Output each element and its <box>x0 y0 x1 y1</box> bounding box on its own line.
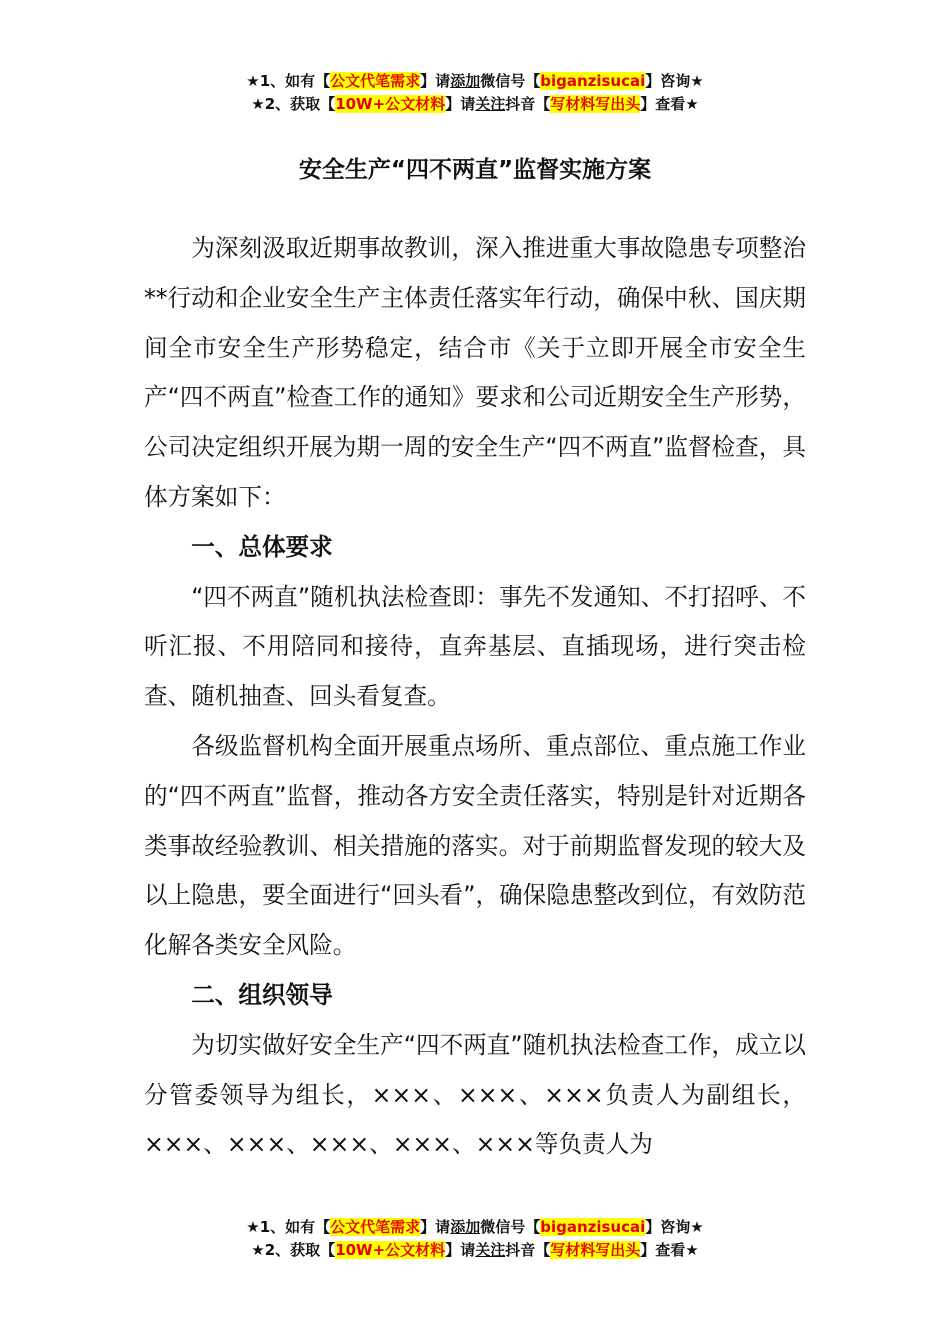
banner-text: 抖音【 <box>505 1241 551 1259</box>
section-heading-2: 二、组织领导 <box>191 980 333 1009</box>
banner-wechat-id: biganzisucai <box>540 72 646 90</box>
banner-text: ★1、如有【 <box>246 1218 331 1236</box>
document-title: 安全生产“四不两直”监督实施方案 <box>298 157 652 183</box>
banner-line-1 <box>0 1216 950 1239</box>
banner-text: 】请 <box>420 1218 451 1236</box>
section-1-paragraph-1: “四不两直”随机执法检查即：事先不发通知、不打招呼、不听汇报、不用陪同和接待，直奔基层、直插现场，进行突击检查、随机抽查、回头看复查。 <box>144 582 806 711</box>
header-banner <box>0 70 950 116</box>
banner-wechat-id: biganzisucai <box>540 1218 646 1236</box>
banner-underlined: 添加 <box>450 72 481 90</box>
banner-text: 】请 <box>420 72 451 90</box>
banner-highlight: 10W+公文材料 <box>335 1241 446 1259</box>
banner-text: 】咨询★ <box>645 72 704 90</box>
banner-text: 】请 <box>445 1241 476 1259</box>
banner-text: 】请 <box>445 95 476 113</box>
banner-text: 抖音【 <box>505 95 551 113</box>
banner-underlined: 关注 <box>475 1241 506 1259</box>
banner-text: 】查看★ <box>640 1241 699 1259</box>
banner-line-2 <box>0 93 950 116</box>
banner-underlined: 关注 <box>475 95 506 113</box>
banner-text: 】咨询★ <box>645 1218 704 1236</box>
banner-underlined: 添加 <box>450 1218 481 1236</box>
banner-text: 】查看★ <box>640 95 699 113</box>
banner-douyin-id: 写材料写出头 <box>550 1241 641 1259</box>
banner-highlight: 公文代笔需求 <box>330 72 421 90</box>
document-body <box>144 224 806 1170</box>
banner-text: 微信号【 <box>480 1218 541 1236</box>
banner-highlight: 公文代笔需求 <box>330 1218 421 1236</box>
banner-text: ★2、获取【 <box>251 95 336 113</box>
banner-douyin-id: 写材料写出头 <box>550 95 641 113</box>
banner-text: 微信号【 <box>480 72 541 90</box>
footer-banner <box>0 1216 950 1262</box>
section-2-paragraph-1: 为切实做好安全生产“四不两直”随机执法检查工作，成立以分管委领导为组长，×××、×××、×××负责人为副组长，×××、×××、×××、×××、×××等负责人为 <box>144 1030 806 1159</box>
banner-line-2 <box>0 1239 950 1262</box>
intro-paragraph: 为深刻汲取近期事故教训，深入推进重大事故隐患专项整治**行动和企业安全生产主体责任落实年行动，确保中秋、国庆期间全市安全生产形势稳定，结合市《关于立即开展全市安全生产“四不两直”检查工作的通知》要求和公司近期安全生产形势，公司决定组织开展为期一周的安全生产“四不两直”监督检查，具体方案如下： <box>144 234 806 511</box>
banner-highlight: 10W+公文材料 <box>335 95 446 113</box>
banner-line-1 <box>0 70 950 93</box>
section-1-paragraph-2: 各级监督机构全面开展重点场所、重点部位、重点施工作业的“四不两直”监督，推动各方安全责任落实，特别是针对近期各类事故经验教训、相关措施的落实。对于前期监督发现的较大及以上隐患，要全面进行“回头看”，确保隐患整改到位，有效防范化解各类安全风险。 <box>144 731 806 960</box>
banner-text: ★2、获取【 <box>251 1241 336 1259</box>
banner-text: ★1、如有【 <box>246 72 331 90</box>
section-heading-1: 一、总体要求 <box>191 532 333 561</box>
